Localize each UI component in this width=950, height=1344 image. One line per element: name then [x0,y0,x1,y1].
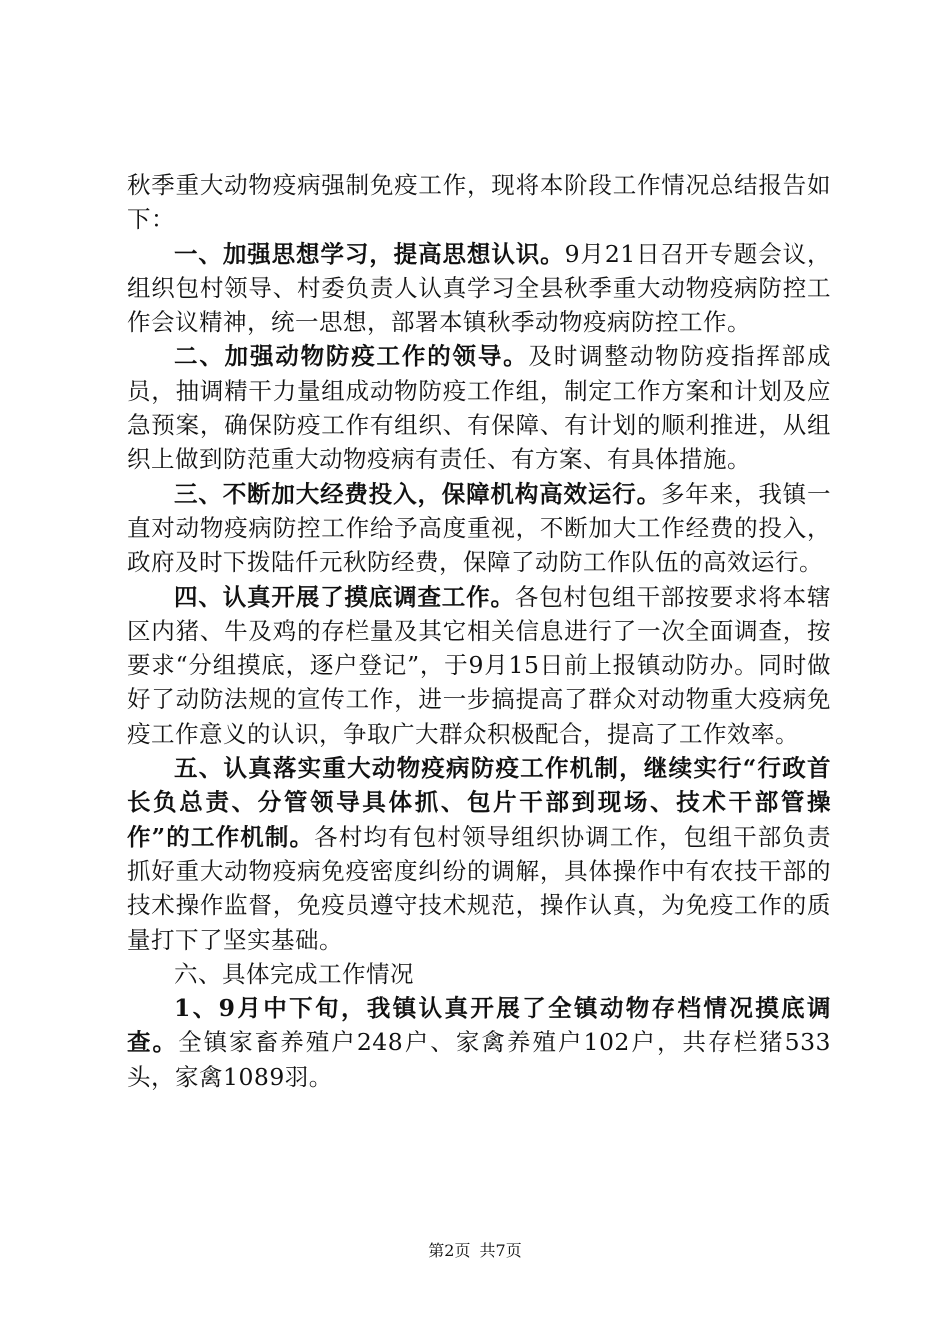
section-heading: 一、加强思想学习，提高思想认识。 [174,239,565,268]
page-total: 共7页 [479,1241,522,1260]
paragraph-section-4 [127,580,831,751]
paragraph-text: 各村均有包村领导组织协调工作，包组干部负责抓好重大动物疫病免疫密度纠纷的调解，具体操作中有农技干部的技术操作监督，免疫员遵守技术规范，操作认真，为免疫工作的质量打下了坚实基础。 [127,822,831,954]
section-heading: 五、认真落实重大动物疫病防疫工作机制，继续实行“行政首长负总责、分管领导具体抓、包片干部到现场、技术干部管操作”的工作机制。 [127,754,831,851]
paragraph-item-1 [127,991,831,1094]
paragraph-section-2 [127,339,831,476]
paragraph-text: 及时调整动物防疫指挥部成员，抽调精干力量组成动物防疫工作组，制定工作方案和计划及应急预案，确保防疫工作有组织、有保障、有计划的顺利推进，从组织上做到防范重大动物疫病有责任、有方案、有具体措施。 [127,342,832,474]
section-heading: 二、加强动物防疫工作的领导。 [174,342,529,371]
page-footer [0,1241,950,1261]
paragraph-text: 全镇家畜养殖户248户、家禽养殖户102户，共存栏猪533头，家禽1089羽。 [127,1028,831,1091]
paragraph-text: 秋季重大动物疫病强制免疫工作，现将本阶段工作情况总结报告如下： [127,171,831,234]
document-body [127,168,831,1094]
page-number: 第2页 [428,1241,471,1260]
item-heading: 1、9月中下旬，我镇认真开展了全镇动物存档情况摸底调查。 [127,994,831,1057]
paragraph-section-6-heading [127,957,831,991]
paragraph-section-1 [127,237,831,340]
section-heading: 三、不断加大经费投入，保障机构高效运行。 [174,479,661,508]
paragraph-section-5 [127,751,831,957]
paragraph-text: 各包村包组干部按要求将本辖区内猪、牛及鸡的存栏量及其它相关信息进行了一次全面调查，按要求“分组摸底，逐户登记”，于9月15日前上报镇动防办。同时做好了动防法规的宣传工作，进一步搞提高了群众对动物重大疫病免疫工作意义的认识，争取广大群众积极配合，提高了工作效率。 [127,582,832,748]
paragraph-text: 多年来，我镇一直对动物疫病防控工作给予高度重视，不断加大工作经费的投入，政府及时下拨陆仟元秋防经费，保障了动防工作队伍的高效运行。 [127,479,832,577]
section-heading: 四、认真开展了摸底调查工作。 [174,582,515,611]
paragraph-section-3 [127,477,831,580]
paragraph-text: 六、具体完成工作情况 [174,959,414,988]
paragraph-intro [127,168,831,237]
paragraph-text: 9月21日召开专题会议，组织包村领导、村委负责人认真学习全县秋季重大动物疫病防控工作会议精神，统一思想，部署本镇秋季动物疫病防控工作。 [127,239,832,337]
